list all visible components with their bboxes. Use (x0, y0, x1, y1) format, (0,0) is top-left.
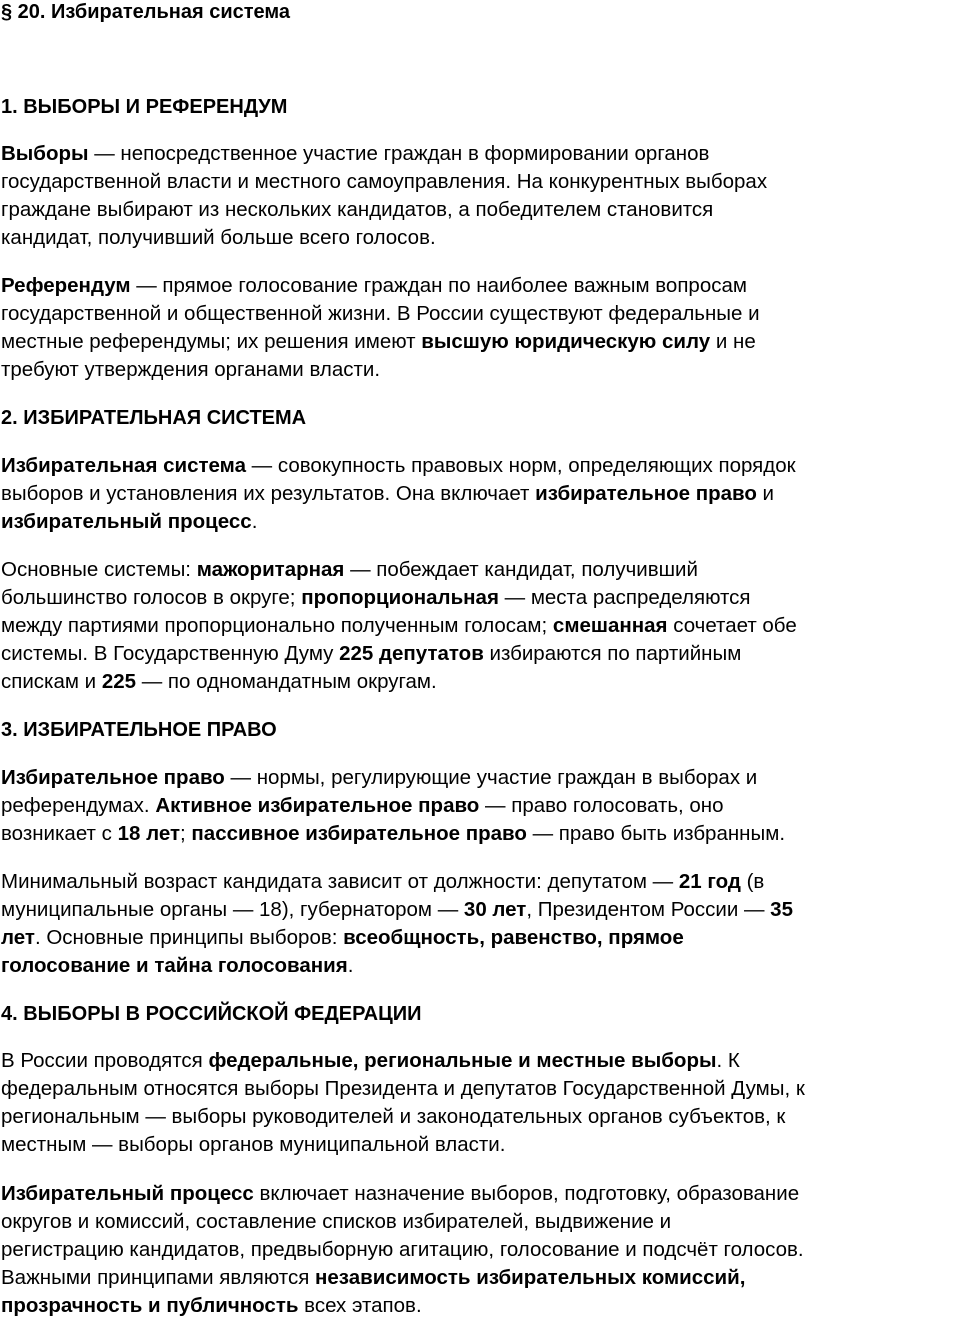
text-line (1, 584, 962, 612)
text-run: спискам и (1, 670, 102, 693)
text-run: — места распределяются (498, 586, 751, 609)
text-line (1, 300, 962, 328)
text-line (1, 328, 962, 356)
text-run: всех этапов. (298, 1294, 422, 1317)
text-run: — непосредственное участие граждан в формировании органов (88, 142, 710, 165)
text-run: — по одномандатным округам. (136, 670, 437, 693)
text-run: — право голосовать, оно (479, 794, 724, 817)
section-heading: 2. ИЗБИРАТЕЛЬНАЯ СИСТЕМА (1, 407, 307, 429)
bold-term: 35 (770, 898, 793, 921)
paragraph (1, 1180, 962, 1320)
text-line (1, 1292, 962, 1320)
bold-term: Активное избирательное право (155, 794, 480, 817)
text-line (1, 480, 962, 508)
bold-term: лет (1, 926, 35, 949)
text-run: граждане выбирают из нескольких кандидатов, а победителем становится (1, 198, 714, 221)
text-line (1, 924, 962, 952)
paragraph (1, 764, 962, 848)
text-run: референдумах. (1, 794, 156, 817)
text-run: — нормы, регулирующие участие граждан в выборах и (224, 766, 758, 789)
bold-term: избирательный процесс (1, 510, 252, 533)
text-run: местные референдумы; их решения имеют (1, 330, 422, 353)
text-line (1, 168, 962, 196)
text-run: ; (180, 822, 192, 845)
text-run: (в (740, 870, 765, 893)
text-run: и не (710, 330, 756, 353)
bold-term: смешанная (552, 614, 668, 637)
text-line (1, 1264, 962, 1292)
text-run: . К (716, 1049, 740, 1072)
section-heading: 4. ВЫБОРЫ В РОССИЙСКОЙ ФЕДЕРАЦИИ (1, 1003, 422, 1025)
text-run: местным — выборы органов муниципальной власти. (1, 1133, 506, 1156)
text-line (1, 868, 962, 896)
bold-term: федеральные, региональные и местные выборы (208, 1049, 717, 1072)
text-line (1, 224, 962, 252)
paragraph (1, 868, 962, 980)
bold-term: независимость избирательных комиссий, (315, 1266, 746, 1289)
text-run: выборов и установления их результатов. Она включает (1, 482, 536, 505)
text-run: между партиями пропорционально полученным голосам; (1, 614, 553, 637)
bold-term: всеобщность, равенство, прямое (343, 926, 684, 949)
paragraph (1, 272, 962, 384)
text-line (1, 764, 962, 792)
bold-term: прозрачность и публичность (1, 1294, 299, 1317)
text-line (1, 1131, 962, 1159)
text-run: возникает с (1, 822, 118, 845)
text-run: системы. В Государственную Думу (1, 642, 340, 665)
section-heading: 1. ВЫБОРЫ И РЕФЕРЕНДУМ (1, 96, 288, 118)
text-run: региональным — выборы руководителей и законодательных органов субъектов, к (1, 1105, 786, 1128)
text-line (1, 356, 962, 384)
bold-term: 225 депутатов (339, 642, 484, 665)
bold-term: 225 (101, 670, 137, 693)
bold-term: голосование и тайна голосования (1, 954, 348, 977)
text-line (1, 140, 962, 168)
paragraph (1, 556, 962, 696)
text-run: государственной власти и местного самоуправления. На конкурентных выборах (1, 170, 768, 193)
text-line (1, 1047, 962, 1075)
text-line (1, 508, 962, 536)
text-line (1, 792, 962, 820)
text-run: . (347, 954, 354, 977)
bold-term: Избирательная система (1, 454, 246, 477)
bold-term: высшую юридическую силу (421, 330, 711, 353)
text-run: требуют утверждения органами власти. (1, 358, 381, 381)
text-line (1, 668, 962, 696)
text-line (1, 952, 962, 980)
text-run: включает назначение выборов, подготовку, образование (253, 1182, 800, 1205)
text-line (1, 896, 962, 924)
text-line (1, 1180, 962, 1208)
text-run: избираются по партийным (483, 642, 742, 665)
text-line (1, 820, 962, 848)
bold-term: Выборы (1, 142, 89, 165)
text-line (1, 556, 962, 584)
bold-term: Избирательный процесс (1, 1182, 254, 1205)
text-run: — право быть избранным. (526, 822, 786, 845)
text-run: Минимальный возраст кандидата зависит от должности: депутатом — (1, 870, 679, 893)
paragraph (1, 1047, 962, 1159)
text-run: Важными принципами являются (1, 1266, 316, 1289)
text-run: — побеждает кандидат, получивший (344, 558, 698, 581)
text-run: большинство голосов в округе; (1, 586, 302, 609)
text-line (1, 1208, 962, 1236)
page-title: § 20. Избирательная система (1, 1, 291, 23)
text-run: . (251, 510, 258, 533)
text-run: — прямое голосование граждан по наиболее важным вопросам (130, 274, 747, 297)
bold-term: Избирательное право (1, 766, 225, 789)
text-run: федеральным относятся выборы Президента и депутатов Государственной Думы, к (1, 1077, 805, 1100)
text-run: . Основные принципы выборов: (34, 926, 344, 949)
bold-term: пропорциональная (301, 586, 499, 609)
bold-term: пассивное избирательное право (191, 822, 527, 845)
text-run: кандидат, получивший больше всего голосов. (1, 226, 436, 249)
text-run: государственной и общественной жизни. В России существуют федеральные и (1, 302, 760, 325)
text-run: округов и комиссий, составление списков избирателей, выдвижение и (1, 1210, 672, 1233)
text-line (1, 612, 962, 640)
text-run: сочетает обе (667, 614, 797, 637)
text-run: , Президентом России — (526, 898, 771, 921)
paragraph (1, 140, 962, 252)
text-run: В России проводятся (1, 1049, 209, 1072)
text-line (1, 272, 962, 300)
bold-term: Референдум (1, 274, 131, 297)
section-heading: 3. ИЗБИРАТЕЛЬНОЕ ПРАВО (1, 719, 277, 741)
text-run: Основные системы: (1, 558, 197, 581)
text-line (1, 196, 962, 224)
text-line (1, 1236, 962, 1264)
paragraph (1, 452, 962, 536)
bold-term: 21 год (678, 870, 741, 893)
text-run: регистрацию кандидатов, предвыборную агитацию, голосование и подсчёт голосов. (1, 1238, 804, 1261)
text-run: и (756, 482, 775, 505)
text-run: — совокупность правовых норм, определяющих порядок (245, 454, 796, 477)
bold-term: 18 лет (117, 822, 180, 845)
text-line (1, 1103, 962, 1131)
text-run: муниципальные органы — 18), губернатором — (1, 898, 464, 921)
bold-term: мажоритарная (196, 558, 345, 581)
bold-term: избирательное право (535, 482, 757, 505)
text-line (1, 640, 962, 668)
bold-term: 30 лет (463, 898, 527, 921)
text-line (1, 1075, 962, 1103)
text-line (1, 452, 962, 480)
